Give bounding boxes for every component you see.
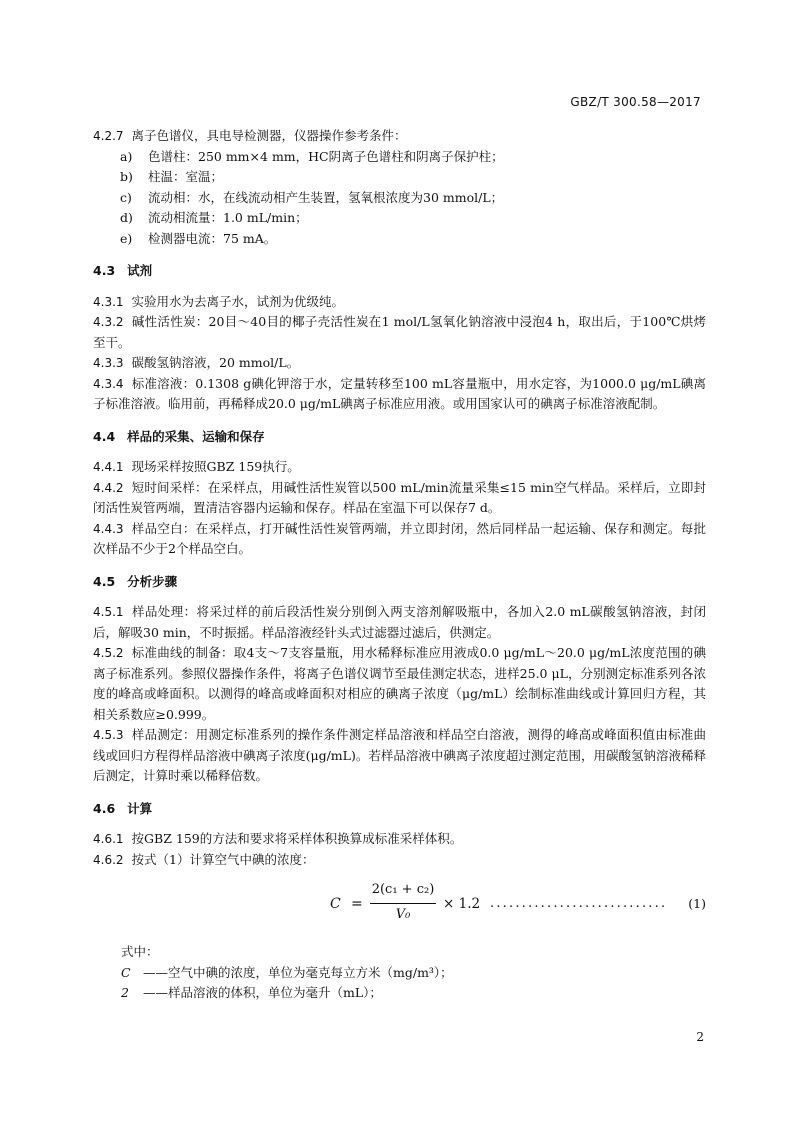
- where-label: 式中：: [121, 944, 159, 959]
- clause-4-5-3: 4.5.3 样品测定：用测定标准系列的操作条件测定样品溶液和样品空白溶液，测得的峰高或峰面积值由标准曲线或回归方程得样品溶液中碘离子浓度(μg/mL)。若样品溶液中碘离子浓度超过测定范围，用碳酸氢钠溶液稀释后测定，计算时乘以稀释倍数。: [93, 727, 706, 783]
- formula-leader-dots: ............................: [490, 896, 668, 911]
- clause-4-5-1: 4.5.1 样品处理：将采过样的前后段活性炭分别倒入两支溶剂解吸瓶中，各加入2.0 mL碳酸氢钠溶液，封闭后，解吸30 min，不时振摇。样品溶液经针头式过滤器过滤后，供测定。: [93, 604, 706, 640]
- clause-4-4-1: 4.4.1 现场采样按照GBZ 159执行。: [93, 459, 300, 474]
- variable-definition: C ——空气中碘的浓度，单位为毫克每立方米（mg/m³）；: [121, 964, 453, 980]
- document-body: [93, 126, 706, 1004]
- clause-4-3-1: 4.3.1 实验用水为去离子水，试剂为优级纯。: [93, 293, 345, 309]
- clause-4-3-2: 4.3.2 碱性活性炭：20目～40目的椰子壳活性炭在1 mol/L氢氧化钠溶液中浸泡4 h，取出后，于100℃烘烤至干。: [93, 314, 706, 350]
- formula-equals: =: [351, 896, 363, 912]
- section-heading-4-3: 4.3 试剂: [93, 263, 153, 278]
- variable-definition: 2 ——样品溶液的体积，单位为毫升（mL）；: [121, 985, 382, 1000]
- formula-1: [93, 880, 706, 934]
- clause-4-6-2: 4.6.2 按式（1）计算空气中碘的浓度：: [93, 851, 315, 867]
- clause-4-4-3: 4.4.3 样品空白：在采样点，打开碱性活性炭管两端，并立即封闭，然后同样品一起运输、保存和测定。每批次样品不少于2个样品空白。: [93, 520, 706, 556]
- clause-4-5-2: 4.5.2 标准曲线的制备：取4支～7支容量瓶，用水稀释标准应用液成0.0 μg/mL～20.0 μg/mL浓度范围的碘离子标准系列。参照仪器操作条件，将离子色谱仪调节至最佳测定状态，进样25.0 μL，分别测定标准系列各浓度的峰高或峰面积。以测得的峰高或峰面积对相应的碘离子浓度（μg/mL）绘制标准曲线或计算回归方程，其相关系数应≥0.999。: [93, 645, 706, 722]
- list-item: a) 色谱柱：250 mm×4 mm，HC阴离子色谱柱和阴离子保护柱；: [120, 148, 504, 164]
- list-item: b) 柱温：室温；: [120, 169, 224, 184]
- page-number: 2: [696, 1030, 704, 1044]
- clause-4-2-7: [93, 126, 706, 147]
- clause-4-4-2: 4.4.2 短时间采样：在采样点，用碱性活性炭管以500 mL/min流量采集≤15 min空气样品。采样后，立即封闭活性炭管两端，置清洁容器内运输和保存。样品在室温下可以保存7 d。: [93, 479, 706, 515]
- clause-number: 4.2.7: [93, 129, 124, 143]
- formula-lhs: C: [330, 896, 341, 912]
- clause-4-6-1: 4.6.1 按GBZ 159的方法和要求将采样体积换算成标准采样体积。: [93, 831, 463, 846]
- formula-multiplier: × 1.2: [443, 896, 481, 912]
- formula-denominator: V₀: [395, 906, 411, 922]
- document-code: GBZ/T 300.58—2017: [570, 95, 701, 109]
- section-heading-4-5: 4.5 分析步骤: [93, 573, 178, 589]
- list-item: d) 流动相流量：1.0 mL/min；: [120, 210, 308, 225]
- list-item: e) 检测器电流：75 mA。: [120, 230, 277, 246]
- formula-number: (1): [688, 896, 706, 911]
- list-item: c) 流动相：水，在线流动相产生装置，氢氧根浓度为30 mmol/L；: [120, 189, 504, 205]
- section-heading-4-6: 4.6 计算: [93, 800, 153, 816]
- formula-numerator: 2(c₁ + c₂): [370, 880, 436, 904]
- clause-text: 离子色谱仪，具电导检测器，仪器操作参考条件：: [131, 128, 407, 143]
- clause-4-3-3: 4.3.3 碳酸氢钠溶液，20 mmol/L。: [93, 355, 300, 370]
- clause-4-3-4: 4.3.4 标准溶液：0.1308 g碘化钾溶于水，定量转移至100 mL容量瓶中，用水定容，为1000.0 μg/mL碘离子标准溶液。临用前，再稀释成20.0 μg/mL碘离子标准应用液。或用国家认可的碘离子标准溶液配制。: [93, 375, 706, 411]
- formula-fraction: [370, 880, 436, 925]
- section-heading-4-4: 4.4 样品的采集、运输和保存: [93, 428, 265, 444]
